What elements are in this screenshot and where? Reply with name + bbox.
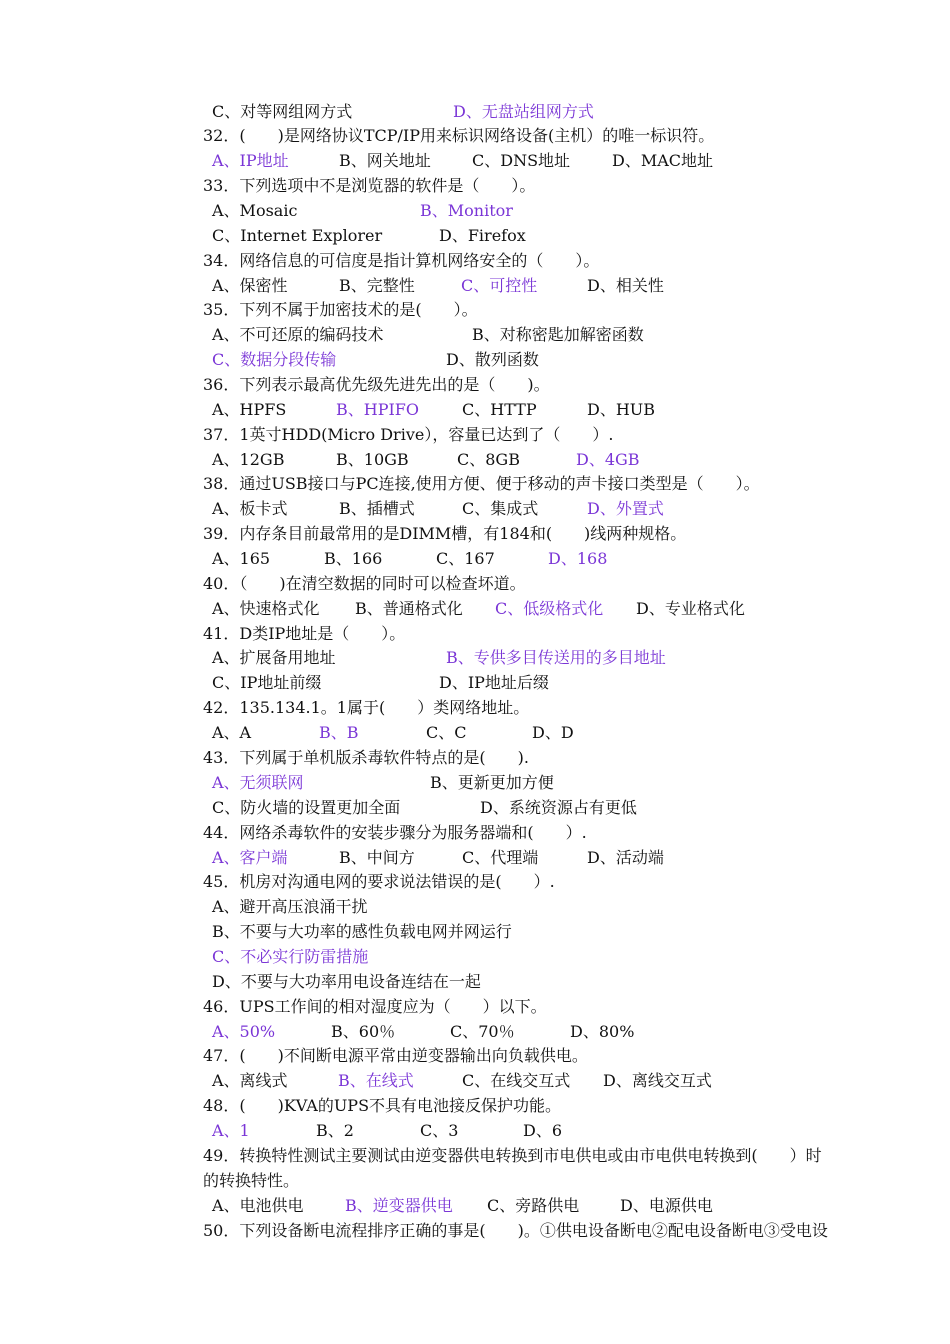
answer-option: B、专供多目传送用的多目地址 xyxy=(446,648,666,667)
option-text: C、8GB xyxy=(457,450,520,469)
option-text: C、防火墙的设置更加全面 xyxy=(212,798,401,817)
question-text: 的转换特性。 xyxy=(203,1171,300,1190)
answer-option: A、无须联网 xyxy=(212,773,304,792)
option-text: A、离线式 xyxy=(212,1071,288,1090)
answer-option: D、外置式 xyxy=(587,499,664,518)
option-text: B、中间方 xyxy=(339,848,415,867)
answer-option: D、168 xyxy=(548,549,608,568)
question-text: 47．( )不间断电源平常由逆变器输出向负载供电。 xyxy=(203,1046,588,1065)
question-text: 39．内存条目前最常用的是DIMM槽，有184和( )线两种规格。 xyxy=(203,524,687,543)
question-text: 42．135.134.1。1属于( ）类网络地址。 xyxy=(203,698,530,717)
option-text: B、对称密匙加解密函数 xyxy=(472,325,644,344)
option-text: C、C xyxy=(426,723,467,742)
option-text: B、10GB xyxy=(336,450,409,469)
answer-option: B、在线式 xyxy=(338,1071,414,1090)
option-text: D、散列函数 xyxy=(446,350,539,369)
option-text: A、板卡式 xyxy=(212,499,288,518)
answer-option: C、不必实行防雷措施 xyxy=(212,947,369,966)
option-text: A、避开高压浪涌干扰 xyxy=(212,897,368,916)
option-text: C、在线交互式 xyxy=(462,1071,571,1090)
question-text: 38．通过USB接口与PC连接,使用方便、便于移动的声卡接口类型是（ ）。 xyxy=(203,474,760,493)
option-text: C、70％ xyxy=(450,1022,515,1041)
question-text: 36．下列表示最高优先级先进先出的是（ )。 xyxy=(203,375,550,394)
option-text: C、IP地址前缀 xyxy=(212,673,322,692)
answer-option: C、低级格式化 xyxy=(495,599,604,618)
option-text: D、IP地址后缀 xyxy=(439,673,549,692)
option-text: D、6 xyxy=(523,1121,563,1140)
question-text: 37．1英寸HDD(Micro Drive），容量已达到了（ ）. xyxy=(203,425,614,444)
question-text: 44．网络杀毒软件的安装步骤分为服务器端和( ）. xyxy=(203,823,587,842)
question-text: 49．转换特性测试主要测试由逆变器供电转换到市电供电或由市电供电转换到( ）时 xyxy=(203,1146,822,1165)
option-text: D、MAC地址 xyxy=(612,151,714,170)
answer-option: C、可控性 xyxy=(461,276,538,295)
option-text: A、Mosaic xyxy=(212,201,298,220)
option-text: C、集成式 xyxy=(462,499,539,518)
option-text: B、网关地址 xyxy=(339,151,431,170)
option-text: A、不可还原的编码技术 xyxy=(212,325,384,344)
answer-option: A、客户端 xyxy=(212,848,288,867)
option-text: C、DNS地址 xyxy=(472,151,571,170)
answer-option: A、IP地址 xyxy=(212,151,289,170)
answer-option: B、B xyxy=(319,723,359,742)
question-text: 33．下列选项中不是浏览器的软件是（ ）。 xyxy=(203,176,536,195)
option-text: A、HPFS xyxy=(212,400,287,419)
option-text: B、完整性 xyxy=(339,276,415,295)
option-text: B、插槽式 xyxy=(339,499,415,518)
option-text: A、快速格式化 xyxy=(212,599,320,618)
option-text: D、80% xyxy=(570,1022,635,1041)
answer-option: A、50% xyxy=(212,1022,276,1041)
answer-option: B、逆变器供电 xyxy=(345,1196,453,1215)
question-text: 46．UPS工作间的相对湿度应为（ ）以下。 xyxy=(203,997,547,1016)
option-text: D、不要与大功率用电设备连结在一起 xyxy=(212,972,481,991)
option-text: C、HTTP xyxy=(462,400,537,419)
option-text: D、活动端 xyxy=(587,848,664,867)
answer-option: D、4GB xyxy=(576,450,640,469)
option-text: C、代理端 xyxy=(462,848,539,867)
option-text: A、165 xyxy=(212,549,271,568)
answer-option: B、Monitor xyxy=(420,201,513,220)
option-text: D、Firefox xyxy=(439,226,526,245)
option-text: A、12GB xyxy=(212,450,285,469)
option-text: D、专业格式化 xyxy=(636,599,745,618)
option-text: B、不要与大功率的感性负载电网并网运行 xyxy=(212,922,512,941)
question-text: 45．机房对沟通电网的要求说法错误的是( ）. xyxy=(203,872,555,891)
question-text: 40．（ )在清空数据的同时可以检查坏道。 xyxy=(203,574,526,593)
option-text: B、166 xyxy=(324,549,383,568)
option-text: C、对等网组网方式 xyxy=(212,102,353,121)
option-text: D、电源供电 xyxy=(620,1196,713,1215)
option-text: A、保密性 xyxy=(212,276,288,295)
question-text: 43．下列属于单机版杀毒软件特点的是( ). xyxy=(203,748,529,767)
question-text: 48．( )KVA的UPS不具有电池接反保护功能。 xyxy=(203,1096,562,1115)
option-text: B、60％ xyxy=(331,1022,396,1041)
option-text: A、扩展备用地址 xyxy=(212,648,336,667)
question-text: 41．D类IP地址是（ ）。 xyxy=(203,624,406,643)
option-text: A、A xyxy=(212,723,252,742)
option-text: D、离线交互式 xyxy=(603,1071,712,1090)
option-text: C、3 xyxy=(420,1121,459,1140)
option-text: D、D xyxy=(532,723,574,742)
answer-option: C、数据分段传输 xyxy=(212,350,337,369)
option-text: D、系统资源占有更低 xyxy=(480,798,637,817)
question-text: 50．下列设备断电流程排序正确的事是( )。①供电设备断电②配电设备断电③受电设 xyxy=(203,1221,828,1240)
option-text: A、电池供电 xyxy=(212,1196,304,1215)
question-text: 35．下列不属于加密技术的是( ）。 xyxy=(203,300,478,319)
question-text: 32．( )是网络协议TCP/IP用来标识网络设备(主机）的唯一标识符。 xyxy=(203,126,715,145)
option-text: D、HUB xyxy=(587,400,656,419)
answer-option: B、HPIFO xyxy=(336,400,420,419)
option-text: C、旁路供电 xyxy=(487,1196,580,1215)
option-text: C、Internet Explorer xyxy=(212,226,383,245)
option-text: B、2 xyxy=(316,1121,354,1140)
question-text: 34．网络信息的可信度是指计算机网络安全的（ ）。 xyxy=(203,251,600,270)
option-text: B、更新更加方便 xyxy=(430,773,554,792)
option-text: C、167 xyxy=(436,549,495,568)
answer-option: A、1 xyxy=(212,1121,250,1140)
option-text: D、相关性 xyxy=(587,276,664,295)
answer-option: D、无盘站组网方式 xyxy=(453,102,594,121)
option-text: B、普通格式化 xyxy=(355,599,463,618)
